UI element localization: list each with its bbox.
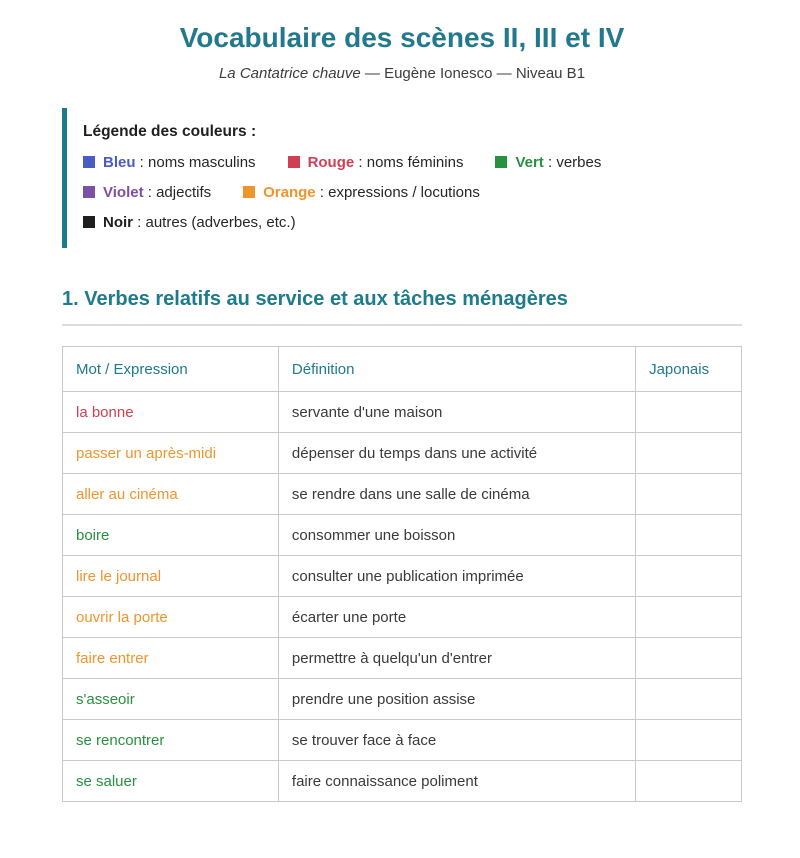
column-header-japanese: Japonais (636, 347, 742, 392)
definition-cell: écarter une porte (278, 597, 635, 638)
table-row (63, 638, 742, 679)
word-cell: faire entrer (63, 638, 279, 679)
legend-description: : expressions / locutions (315, 184, 480, 201)
definition-cell: dépenser du temps dans une activité (278, 433, 635, 474)
vocab-table (62, 346, 742, 802)
column-header-word: Mot / Expression (63, 347, 279, 392)
legend-description: : adjectifs (143, 184, 212, 201)
legend-item (83, 214, 296, 231)
japanese-cell (636, 761, 742, 802)
orange-square-icon (243, 186, 255, 198)
legend-description: : autres (adverbes, etc.) (133, 214, 296, 231)
japanese-cell (636, 597, 742, 638)
page-subtitle (62, 65, 742, 82)
table-row (63, 556, 742, 597)
legend-color-name: Bleu (103, 154, 136, 171)
table-header-row (63, 347, 742, 392)
legend-title: Légende des couleurs : (83, 123, 257, 140)
japanese-cell (636, 556, 742, 597)
legend-color-name: Noir (103, 214, 133, 231)
green-square-icon (495, 156, 507, 168)
legend-color-name: Rouge (307, 154, 355, 171)
definition-cell: consulter une publication imprimée (278, 556, 635, 597)
legend-item (83, 154, 256, 171)
legend-line (83, 154, 742, 171)
legend-description: : verbes (543, 154, 602, 171)
document-page (0, 22, 800, 822)
legend-color-name: Vert (515, 154, 544, 171)
table-row (63, 761, 742, 802)
word-cell: passer un après-midi (63, 433, 279, 474)
word-cell: se saluer (63, 761, 279, 802)
word-cell: la bonne (63, 392, 279, 433)
subtitle-rest: — Eugène Ionesco — Niveau B1 (360, 65, 586, 82)
japanese-cell (636, 720, 742, 761)
word-cell: boire (63, 515, 279, 556)
word-cell: lire le journal (63, 556, 279, 597)
red-square-icon (288, 156, 300, 168)
japanese-cell (636, 638, 742, 679)
definition-cell: prendre une position assise (278, 679, 635, 720)
work-title: La Cantatrice chauve (218, 65, 361, 82)
legend-line (83, 184, 742, 201)
definition-cell: se rendre dans une salle de cinéma (278, 474, 635, 515)
word-cell: se rencontrer (63, 720, 279, 761)
word-cell: ouvrir la porte (63, 597, 279, 638)
table-row (63, 433, 742, 474)
legend-description: : noms masculins (135, 154, 256, 171)
section-heading: 1. Verbes relatifs au service et aux tâches ménagères (62, 288, 568, 310)
legend-color-name: Orange (263, 184, 316, 201)
legend-item (288, 154, 464, 171)
legend-item (495, 154, 601, 171)
legend-lines (83, 154, 742, 231)
legend-item (243, 184, 480, 201)
word-cell: aller au cinéma (63, 474, 279, 515)
definition-cell: servante d'une maison (278, 392, 635, 433)
legend-color-name: Violet (103, 184, 144, 201)
definition-cell: consommer une boisson (278, 515, 635, 556)
japanese-cell (636, 433, 742, 474)
legend-line (83, 214, 742, 231)
japanese-cell (636, 474, 742, 515)
word-cell: s'asseoir (63, 679, 279, 720)
section-divider (62, 324, 742, 326)
table-row (63, 679, 742, 720)
table-row (63, 392, 742, 433)
japanese-cell (636, 392, 742, 433)
table-row (63, 597, 742, 638)
legend-description: : noms féminins (354, 154, 464, 171)
black-square-icon (83, 216, 95, 228)
table-row (63, 474, 742, 515)
japanese-cell (636, 679, 742, 720)
blue-square-icon (83, 156, 95, 168)
column-header-definition: Définition (278, 347, 635, 392)
violet-square-icon (83, 186, 95, 198)
page-title: Vocabulaire des scènes II, III et IV (179, 22, 625, 53)
japanese-cell (636, 515, 742, 556)
legend-item (83, 184, 211, 201)
table-row (63, 515, 742, 556)
definition-cell: faire connaissance poliment (278, 761, 635, 802)
definition-cell: permettre à quelqu'un d'entrer (278, 638, 635, 679)
legend-box (62, 108, 742, 248)
table-row (63, 720, 742, 761)
definition-cell: se trouver face à face (278, 720, 635, 761)
